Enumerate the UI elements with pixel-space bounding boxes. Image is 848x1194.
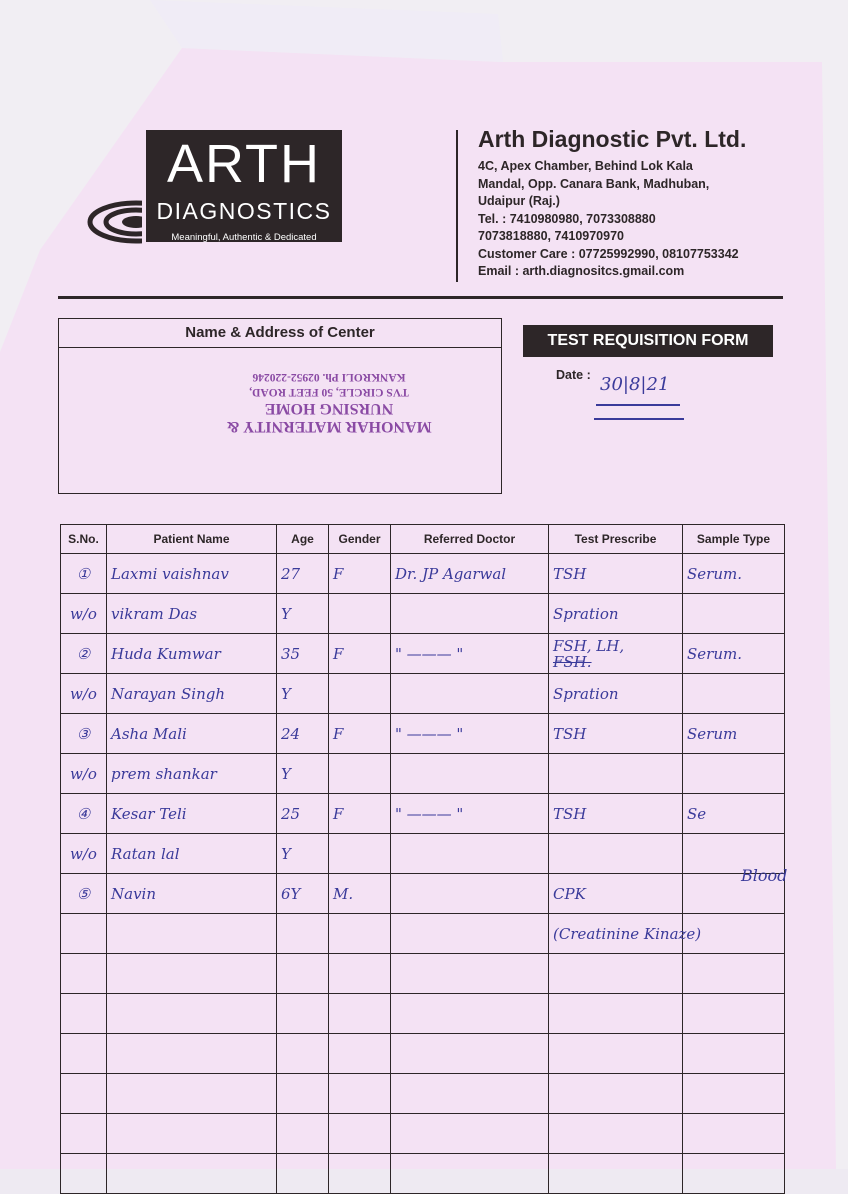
cell-gender[interactable]	[329, 954, 391, 994]
cell-referred-doctor[interactable]	[391, 994, 549, 1034]
date-label: Date :	[556, 368, 591, 382]
logo-tagline: Meaningful, Authentic & Dedicated	[171, 232, 317, 243]
cell-referred-doctor[interactable]	[391, 954, 549, 994]
cell-sno[interactable]	[61, 914, 107, 954]
center-box-title: Name & Address of Center	[59, 319, 501, 348]
cell-gender[interactable]	[329, 1074, 391, 1114]
cell-age[interactable]: Y	[277, 674, 329, 714]
center-address-box	[58, 318, 502, 494]
cell-referred-doctor[interactable]	[391, 914, 549, 954]
header-patient-name: Patient Name	[107, 525, 277, 554]
cell-test[interactable]: CPK	[549, 874, 683, 914]
cell-sample-type[interactable]	[683, 1074, 785, 1114]
cell-patient-name[interactable]: Asha Mali	[107, 714, 277, 754]
stamp-line: TVS CIRCLE, 50 FEET ROAD,	[249, 386, 409, 398]
table-row	[61, 834, 785, 874]
cell-age[interactable]	[277, 994, 329, 1034]
cell-sno[interactable]: w/o	[61, 754, 107, 794]
logo-subtitle: DIAGNOSTICS	[156, 198, 332, 224]
cell-test[interactable]	[549, 634, 683, 674]
customer-care-line: Customer Care : 07725992990, 08107753342	[478, 246, 739, 261]
table-row	[61, 1154, 785, 1194]
cell-age[interactable]: Y	[277, 834, 329, 874]
cell-age[interactable]: 24	[277, 714, 329, 754]
test-line-struck: FSH.	[553, 652, 592, 671]
cell-test[interactable]: TSH	[549, 554, 683, 594]
header-divider	[456, 130, 458, 282]
cell-age[interactable]	[277, 1034, 329, 1074]
cell-referred-doctor[interactable]: " ——— "	[391, 794, 549, 834]
email-line: Email : arth.diagnositcs.gmail.com	[478, 264, 685, 278]
cell-gender[interactable]: F	[329, 714, 391, 754]
table-row	[61, 794, 785, 834]
header-age: Age	[277, 525, 329, 554]
cell-test[interactable]: (Creatinine Kinaze)	[549, 914, 683, 954]
cell-gender[interactable]: F	[329, 634, 391, 674]
cell-sno[interactable]: ④	[61, 794, 107, 834]
cell-age[interactable]: 35	[277, 634, 329, 674]
cell-referred-doctor[interactable]	[391, 674, 549, 714]
cell-age[interactable]: 27	[277, 554, 329, 594]
cell-sno[interactable]	[61, 954, 107, 994]
cell-sno[interactable]: ⑤	[61, 874, 107, 914]
cell-sno[interactable]: ①	[61, 554, 107, 594]
phone-line: 7073818880, 7410970970	[478, 229, 624, 243]
form-title: TEST REQUISITION FORM	[523, 325, 773, 357]
cell-age[interactable]	[277, 1074, 329, 1114]
table-row	[61, 914, 785, 954]
company-logo	[146, 130, 342, 242]
cell-referred-doctor[interactable]: " ——— "	[391, 634, 549, 674]
date-underline	[596, 404, 680, 406]
cell-sno[interactable]: w/o	[61, 674, 107, 714]
header-sno: S.No.	[61, 525, 107, 554]
stamp-line: KANKROLI Ph. 02952-220246	[252, 371, 406, 383]
cell-referred-doctor[interactable]	[391, 1034, 549, 1074]
cell-age[interactable]	[277, 954, 329, 994]
cell-sample-type[interactable]	[683, 1114, 785, 1154]
cell-gender[interactable]	[329, 1114, 391, 1154]
cell-patient-name[interactable]: Laxmi vaishnav	[107, 554, 277, 594]
cell-gender[interactable]: M.	[329, 874, 391, 914]
header-gender: Gender	[329, 525, 391, 554]
cell-gender[interactable]	[329, 754, 391, 794]
table-row	[61, 634, 785, 674]
header-rule	[58, 296, 783, 299]
table-row	[61, 994, 785, 1034]
cell-test[interactable]	[549, 1114, 683, 1154]
cell-patient-name[interactable]: Narayan Singh	[107, 674, 277, 714]
stamp-line: NURSING HOME	[264, 400, 394, 417]
cell-test[interactable]	[549, 994, 683, 1034]
cell-patient-name[interactable]: Kesar Teli	[107, 794, 277, 834]
cell-gender[interactable]	[329, 1154, 391, 1194]
logo-rings-icon	[86, 200, 142, 246]
cell-test[interactable]: Spration	[549, 594, 683, 634]
cell-sample-type[interactable]	[683, 954, 785, 994]
cell-patient-name[interactable]	[107, 1034, 277, 1074]
cell-sample-type[interactable]	[683, 754, 785, 794]
cell-sno[interactable]	[61, 1154, 107, 1194]
table-row	[61, 954, 785, 994]
cell-patient-name[interactable]: Ratan lal	[107, 834, 277, 874]
cell-referred-doctor[interactable]	[391, 1074, 549, 1114]
cell-sample-type[interactable]	[683, 994, 785, 1034]
cell-patient-name[interactable]: Navin	[107, 874, 277, 914]
cell-gender[interactable]	[329, 834, 391, 874]
cell-age[interactable]	[277, 914, 329, 954]
cell-gender[interactable]: F	[329, 554, 391, 594]
cell-sample-type[interactable]: Serum.	[683, 554, 785, 594]
cell-referred-doctor[interactable]	[391, 874, 549, 914]
cell-referred-doctor[interactable]: Dr. JP Agarwal	[391, 554, 549, 594]
address-line: Udaipur (Raj.)	[478, 194, 560, 208]
header-referred-doctor: Referred Doctor	[391, 525, 549, 554]
test-line: FSH, LH,	[553, 636, 625, 655]
cell-referred-doctor[interactable]	[391, 834, 549, 874]
cell-sample-type[interactable]: Se	[683, 794, 785, 834]
cell-age[interactable]: 25	[277, 794, 329, 834]
cell-sample-type[interactable]: Serum	[683, 714, 785, 754]
date-underline	[594, 418, 684, 420]
cell-patient-name[interactable]	[107, 1154, 277, 1194]
cell-patient-name[interactable]	[107, 1114, 277, 1154]
cell-test[interactable]	[549, 1154, 683, 1194]
cell-patient-name[interactable]: Huda Kumwar	[107, 634, 277, 674]
table-row	[61, 1114, 785, 1154]
cell-gender[interactable]	[329, 674, 391, 714]
cell-test[interactable]	[549, 954, 683, 994]
cell-sno[interactable]	[61, 1034, 107, 1074]
blood-sample-note: Blood	[741, 866, 788, 885]
table-header-row	[61, 525, 785, 554]
stamp-line: MANOHAR MATERNITY &	[226, 418, 432, 435]
cell-test[interactable]: Spration	[549, 674, 683, 714]
cell-sno[interactable]	[61, 994, 107, 1034]
cell-sno[interactable]	[61, 1114, 107, 1154]
cell-gender[interactable]	[329, 1034, 391, 1074]
cell-patient-name[interactable]	[107, 914, 277, 954]
cell-test[interactable]: TSH	[549, 714, 683, 754]
company-name: Arth Diagnostic Pvt. Ltd.	[478, 126, 747, 152]
cell-test[interactable]: TSH	[549, 794, 683, 834]
logo-word: ARTH	[166, 134, 322, 194]
cell-age[interactable]	[277, 1154, 329, 1194]
cell-sample-type[interactable]	[683, 1034, 785, 1074]
cell-sno[interactable]: ②	[61, 634, 107, 674]
cell-sample-type[interactable]	[683, 594, 785, 634]
phone-line: Tel. : 7410980980, 7073308880	[478, 211, 656, 226]
cell-patient-name[interactable]	[107, 1074, 277, 1114]
cell-sno[interactable]	[61, 1074, 107, 1114]
cell-referred-doctor[interactable]	[391, 1154, 549, 1194]
cell-sample-type[interactable]	[683, 674, 785, 714]
cell-test[interactable]	[549, 754, 683, 794]
table-row	[61, 714, 785, 754]
address-line: Mandal, Opp. Canara Bank, Madhuban,	[478, 176, 710, 191]
cell-patient-name[interactable]: prem shankar	[107, 754, 277, 794]
cell-age[interactable]	[277, 1114, 329, 1154]
table-row	[61, 1034, 785, 1074]
cell-test[interactable]	[549, 834, 683, 874]
cell-sno[interactable]: w/o	[61, 594, 107, 634]
cell-patient-name[interactable]	[107, 954, 277, 994]
cell-gender[interactable]: F	[329, 794, 391, 834]
center-stamp	[209, 369, 449, 435]
cell-test[interactable]	[549, 1034, 683, 1074]
test-requisition-table	[60, 524, 788, 1194]
cell-age[interactable]: Y	[277, 754, 329, 794]
cell-referred-doctor[interactable]	[391, 1114, 549, 1154]
date-value[interactable]: 30|8|21	[600, 374, 670, 395]
table-row	[61, 874, 785, 914]
cell-age[interactable]: 6Y	[277, 874, 329, 914]
cell-sample-type[interactable]: Serum.	[683, 634, 785, 674]
cell-test[interactable]	[549, 1074, 683, 1114]
cell-sample-type[interactable]	[683, 1154, 785, 1194]
table-row	[61, 1074, 785, 1114]
table-row	[61, 674, 785, 714]
table-row	[61, 754, 785, 794]
cell-patient-name[interactable]	[107, 994, 277, 1034]
cell-referred-doctor[interactable]	[391, 594, 549, 634]
address-line: 4C, Apex Chamber, Behind Lok Kala	[478, 159, 693, 173]
cell-patient-name[interactable]: vikram Das	[107, 594, 277, 634]
company-address	[478, 158, 808, 281]
cell-sno[interactable]: ③	[61, 714, 107, 754]
table-row	[61, 594, 785, 634]
header-sample-type: Sample Type	[683, 525, 785, 554]
cell-gender[interactable]	[329, 914, 391, 954]
cell-age[interactable]: Y	[277, 594, 329, 634]
cell-gender[interactable]	[329, 594, 391, 634]
table-row	[61, 554, 785, 594]
cell-sno[interactable]: w/o	[61, 834, 107, 874]
cell-gender[interactable]	[329, 994, 391, 1034]
cell-referred-doctor[interactable]	[391, 754, 549, 794]
cell-referred-doctor[interactable]: " ——— "	[391, 714, 549, 754]
header-test-prescribe: Test Prescribe	[549, 525, 683, 554]
